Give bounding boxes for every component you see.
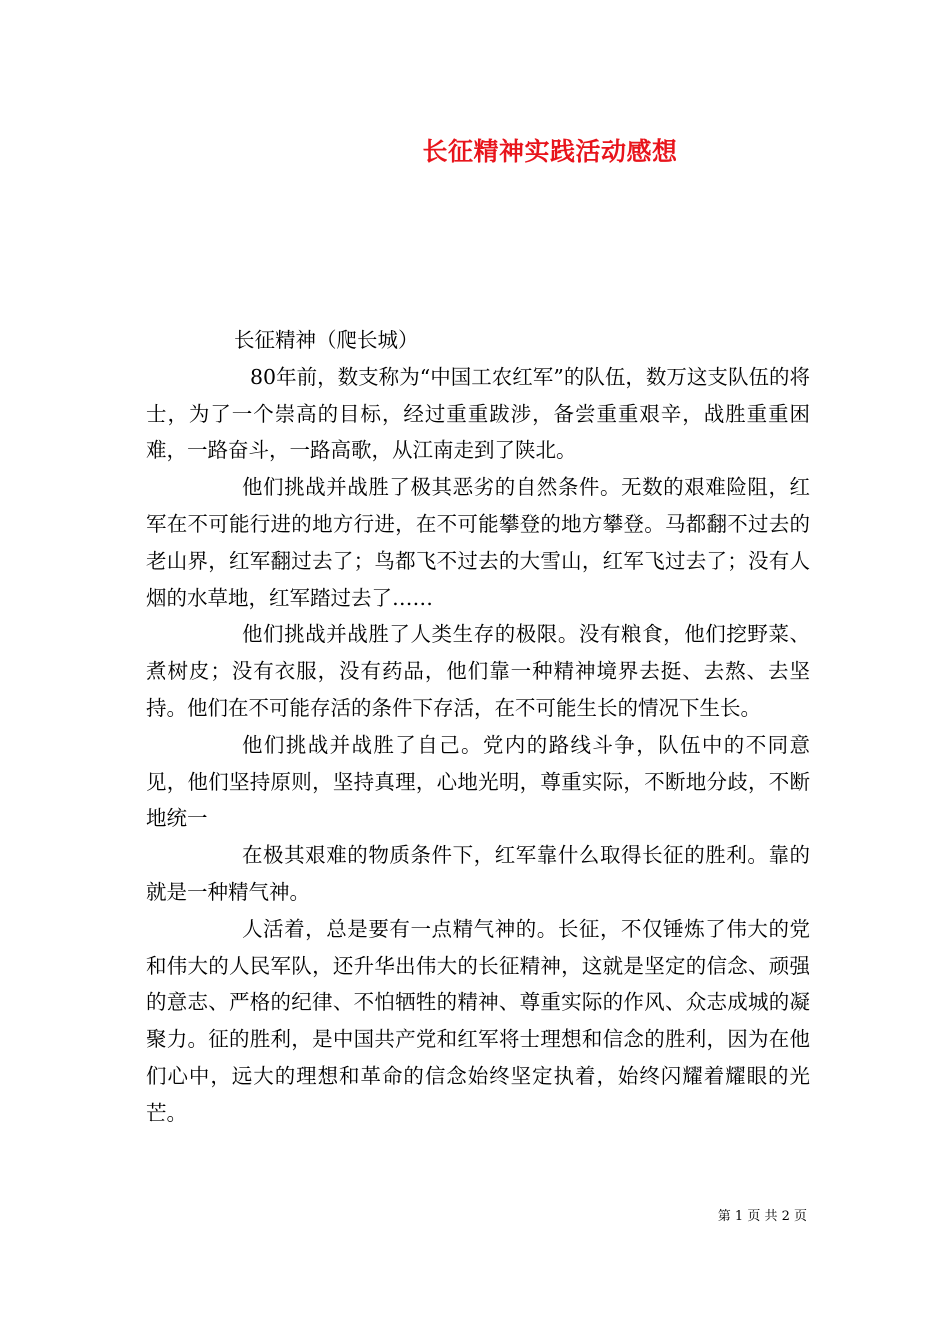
document-title: 长征精神实践活动感想 <box>422 137 678 166</box>
paragraph-1: 80年前，数支称为“中国工农红军”的队伍，数万这支队伍的将士，为了一个崇高的目标，经过重重跋涉，备尝重重艰辛，战胜重重困难，一路奋斗，一路高歌，从江南走到了陕北。 <box>146 364 810 463</box>
page-number: 第 1 页 共 2 页 <box>717 1209 807 1224</box>
paragraph-4: 他们挑战并战胜了自己。党内的路线斗争，队伍中的不同意见，他们坚持原则，坚持真理，心地光明，尊重实际，不断地分歧，不断地统一 <box>146 732 810 831</box>
page-footer <box>718 1205 807 1224</box>
paragraph-6: 人活着，总是要有一点精气神的。长征，不仅锤炼了伟大的党和伟大的人民军队，还升华出伟大的长征精神，这就是坚定的信念、顽强的意志、严格的纪律、不怕牺牲的精神、尊重实际的作风、众志成城的凝聚力。征的胜利，是中国共产党和红军将士理想和信念的胜利，因为在他们心中，远大的理想和革命的信念始终坚定执着，始终闪耀着耀眼的光芒。 <box>146 916 810 1125</box>
paragraph-3: 他们挑战并战胜了人类生存的极限。没有粮食，他们挖野菜、煮树皮；没有衣服，没有药品，他们靠一种精神境界去挺、去熬、去坚持。他们在不可能存活的条件下存活，在不可能生长的情况下生长。 <box>146 622 810 720</box>
document-body <box>146 322 810 1132</box>
section-heading: 长征精神（爬长城） <box>234 328 419 352</box>
paragraph-5: 在极其艰难的物质条件下，红军靠什么取得长征的胜利。靠的就是一种精气神。 <box>146 843 810 904</box>
paragraph-2: 他们挑战并战胜了极其恶劣的自然条件。无数的艰难险阻，红军在不可能行进的地方行进，在不可能攀登的地方攀登。马都翻不过去的老山界，红军翻过去了；鸟都飞不过去的大雪山，红军飞过去了；没有人烟的水草地，红军踏过去了…… <box>146 475 810 610</box>
